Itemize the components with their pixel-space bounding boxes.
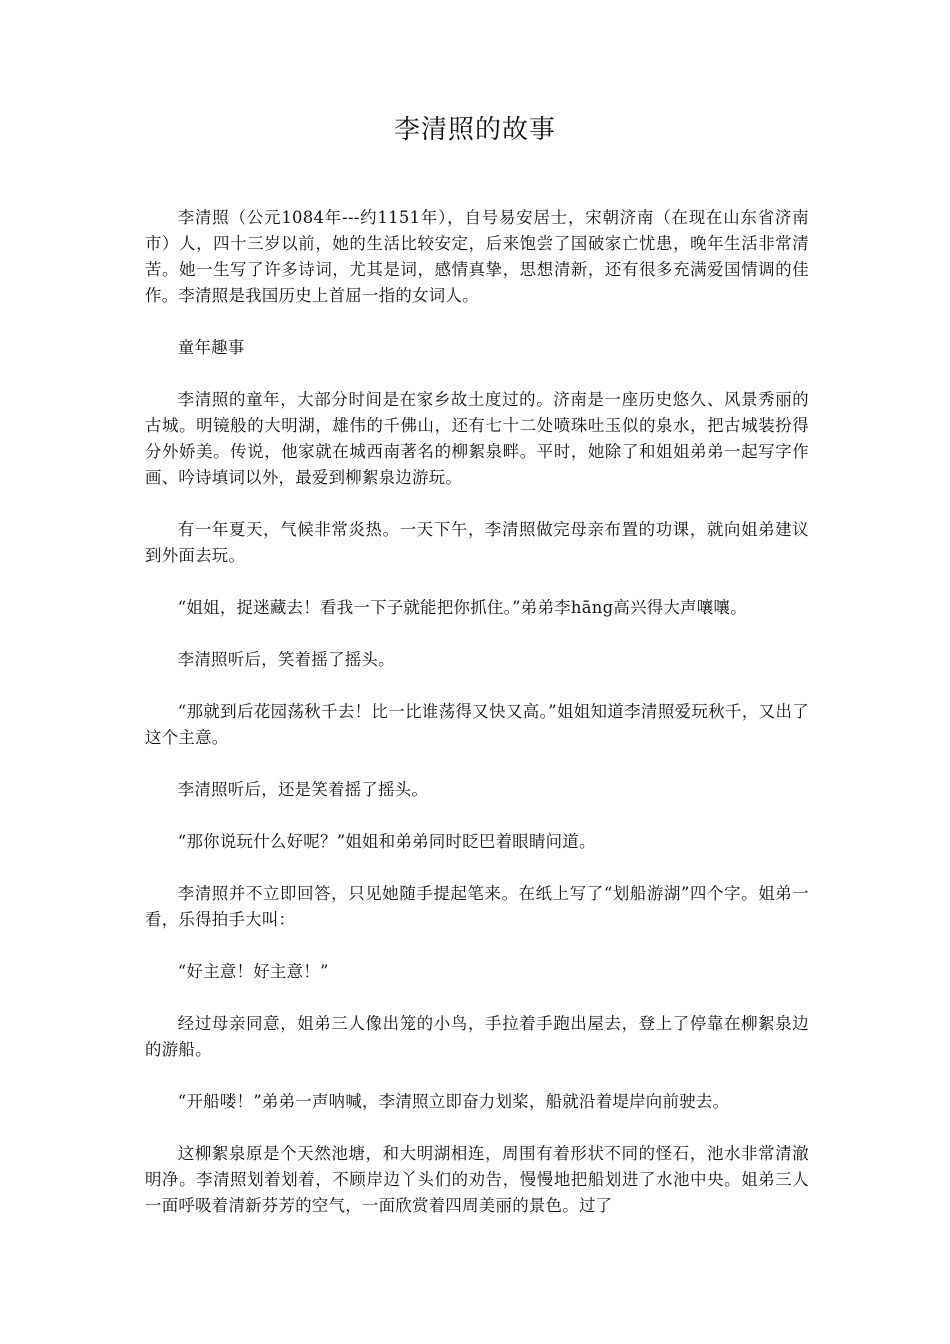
section-heading: 童年趣事	[177, 338, 245, 357]
paragraph: “那你说玩什么好呢？”姐姐和弟弟同时眨巴着眼睛问道。	[177, 832, 596, 851]
paragraph: “那就到后花园荡秋千去！比一比谁荡得又快又高。”姐姐知道李清照爱玩秋千，又出了这个主意。	[145, 702, 809, 747]
paragraph-intro: 李清照（公元1084年---约1151年），自号易安居士，宋朝济南（在现在山东省济南市）人，四十三岁以前，她的生活比较安定，后来饱尝了国破家亡忧患，晚年生活非常清苦。她一生写了许多诗词，尤其是词，感情真挚，思想清新，还有很多充满爱国情调的佳作。李清照是我国历史上首屈一指的女词人。	[145, 208, 809, 305]
paragraph: 经过母亲同意，姐弟三人像出笼的小鸟，手拉着手跑出屋去，登上了停靠在柳絮泉边的游船。	[145, 1014, 809, 1059]
paragraph: “好主意！好主意！”	[177, 962, 329, 981]
paragraph: 这柳絮泉原是个天然池塘，和大明湖相连，周围有着形状不同的怪石，池水非常清澈明净。李清照划着划着，不顾岸边丫头们的劝告，慢慢地把船划进了水池中央。姐弟三人一面呼吸着清新芬芳的空气，一面欣赏着四周美丽的景色。过了	[145, 1144, 809, 1215]
paragraph: “姐姐，捉迷藏去！看我一下子就能把你抓住。”弟弟李hāng高兴得大声嚷嚷。	[177, 598, 747, 617]
paragraph: “开船喽！”弟弟一声呐喊，李清照立即奋力划桨，船就沿着堤岸向前驶去。	[177, 1092, 730, 1111]
paragraph: 李清照听后，还是笑着摇了摇头。	[177, 780, 429, 799]
paragraph: 李清照并不立即回答，只见她随手提起笔来。在纸上写了“划船游湖”四个字。姐弟一看，乐得拍手大叫：	[145, 884, 809, 929]
document-body	[145, 205, 809, 1245]
paragraph: 李清照的童年，大部分时间是在家乡故土度过的。济南是一座历史悠久、风景秀丽的古城。明镜般的大明湖，雄伟的千佛山，还有七十二处喷珠吐玉似的泉水，把古城装扮得分外娇美。传说，他家就在城西南著名的柳絮泉畔。平时，她除了和姐姐弟弟一起写字作画、吟诗填词以外，最爱到柳絮泉边游玩。	[145, 390, 809, 487]
paragraph: 有一年夏天，气候非常炎热。一天下午，李清照做完母亲布置的功课，就向姐弟建议到外面去玩。	[145, 520, 809, 565]
paragraph: 李清照听后，笑着摇了摇头。	[177, 650, 395, 669]
document-title: 李清照的故事	[393, 115, 556, 145]
